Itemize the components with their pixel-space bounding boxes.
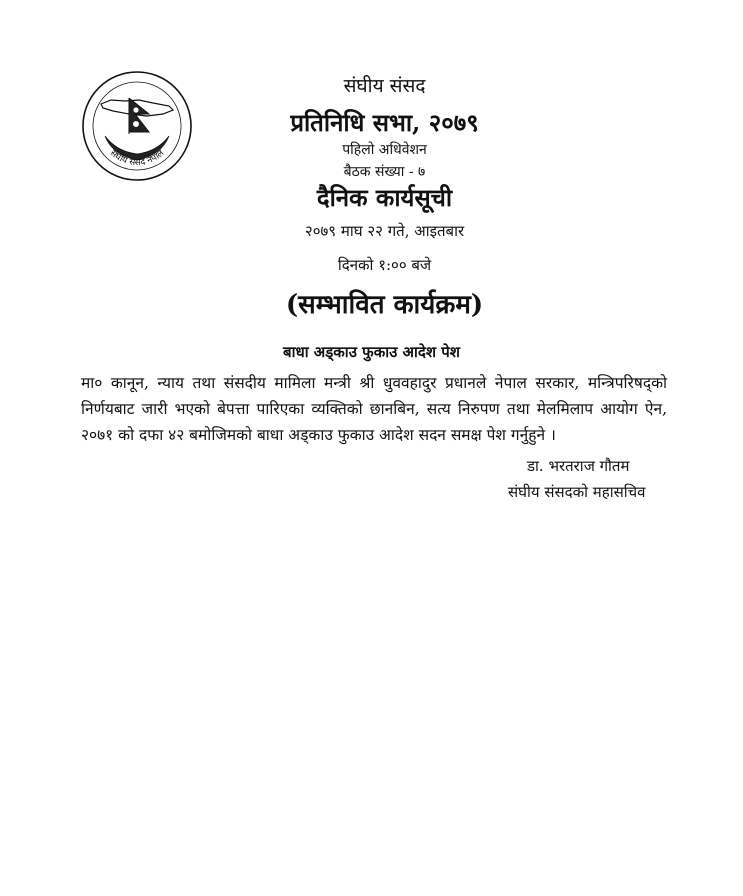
parliament-name: संघीय संसद (343, 75, 426, 97)
agenda-item-body: मा० कानून, न्याय तथा संसदीय मामिला मन्त्री श्री धुववहादुर प्रधानले नेपाल सरकार, मन्त्रिपरिषद्को निर्णयबाट जारी भएको बेपत्ता पारिएका व्यक्तिको छानबिन, सत्य निरुपण तथा मेलमिलाप आयोग ऐन, २०७१ को दफा ४२ बमोजिमको बाधा अड्काउ फुकाउ आदेश सदन समक्ष पेश गर्नुहुने । (81, 374, 667, 444)
agenda-item-heading: बाधा अड्काउ फुकाउ आदेश पेश (283, 343, 460, 361)
agenda-title: दैनिक कार्यसूची (316, 183, 453, 212)
session-label: पहिलो अधिवेशन (342, 142, 427, 158)
meeting-date: २०७९ माघ २२ गते, आइतबार (304, 222, 465, 240)
meeting-time: दिनको १:०० बजे (337, 256, 432, 274)
signatory-name: डा. भरतराज गौतम (527, 457, 630, 475)
emblem-caption: संघीय संसद नेपाल (107, 148, 167, 169)
house-title: प्रतिनिधि सभा, २०७९ (290, 108, 479, 137)
program-label: (सम्भावित कार्यक्रम) (285, 290, 484, 320)
signatory-title: संघीय संसदको महासचिव (508, 483, 646, 501)
meeting-number: बैठक संख्या - ७ (343, 164, 426, 180)
